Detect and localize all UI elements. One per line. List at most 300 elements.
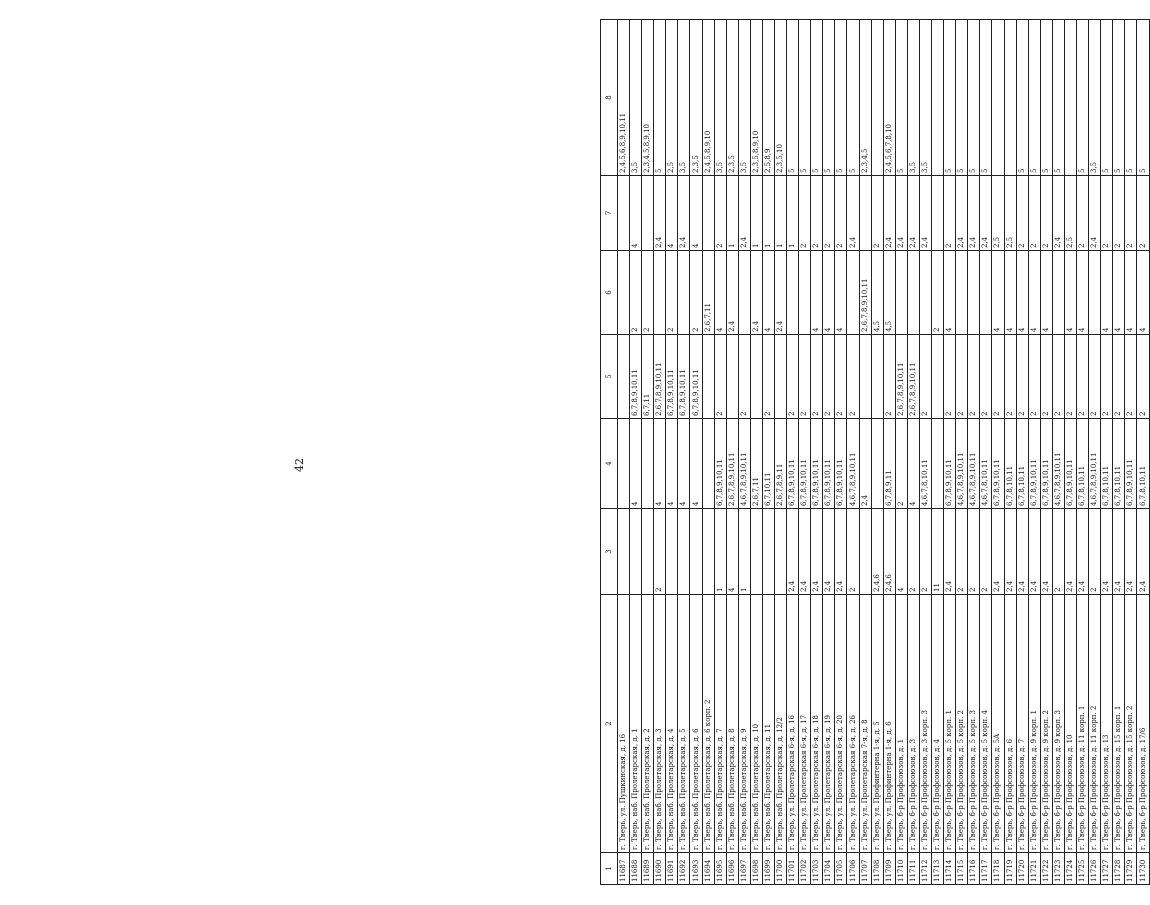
table-cell: 11698	[750, 853, 762, 885]
table-cell: 11689	[642, 853, 654, 885]
table-cell: 2,4	[787, 509, 799, 595]
table-cell: 2	[630, 251, 642, 335]
table-cell: 2	[1076, 335, 1088, 419]
table-cell: 6,7,8,9,10,11	[811, 419, 823, 509]
table-cell: г. Тверь, б-р Профсоюзов, д. 9 корп. 1	[1028, 595, 1040, 853]
table-cell: 2,4	[980, 176, 992, 251]
column-header: 4	[601, 419, 618, 509]
table-cell: 4,6,7,8,9,10,11	[738, 419, 750, 509]
table-cell: г. Тверь, б-р Профсоюзов, д. 3	[907, 595, 919, 853]
table-cell: 2	[1137, 176, 1150, 251]
table-cell: 5	[799, 20, 811, 176]
table-row	[811, 20, 823, 885]
table-cell: 2	[823, 335, 835, 419]
table-cell: 2	[666, 251, 678, 335]
table-row	[919, 20, 931, 885]
table-cell: 6,7,8,9,10,11	[1125, 419, 1137, 509]
table-cell: 11713	[932, 853, 944, 885]
table-cell: 6,7,8,10,11	[1076, 419, 1088, 509]
table-cell: 11726	[1089, 853, 1101, 885]
table-cell: 2	[847, 509, 859, 595]
column-header: 1	[601, 853, 618, 885]
table-cell: 5	[1137, 20, 1150, 176]
table-cell: г. Тверь, наб. Пролетарская, д. 6 корп. 2	[702, 595, 714, 853]
table-cell: 2,4	[678, 176, 690, 251]
table-cell: г. Тверь, б-р Профсоюзов, д. 10	[1064, 595, 1076, 853]
table-cell: 2,4	[738, 176, 750, 251]
table-cell: 2,6,7,8,9,10,11	[907, 335, 919, 419]
table-cell: г. Тверь, ул. Пролетарская 6-я, д. 19	[823, 595, 835, 853]
table-cell: 2,4	[919, 176, 931, 251]
table-cell: 11727	[1101, 853, 1113, 885]
table-cell: 4	[1125, 251, 1137, 335]
table-row	[1004, 20, 1016, 885]
table-cell	[968, 251, 980, 335]
table-cell: г. Тверь, ул. Пролетарская 6-я, д. 16	[787, 595, 799, 853]
table-cell: 11730	[1137, 853, 1150, 885]
table-cell: 2	[823, 176, 835, 251]
table-cell	[775, 335, 787, 419]
table-cell: 2,4	[1064, 509, 1076, 595]
table-cell: г. Тверь, б-р Профсоюзов, д. 5А	[992, 595, 1004, 853]
table-cell: 6,7,8,9,10,11	[1028, 419, 1040, 509]
table-cell: 2,3,5,8,9,10	[750, 20, 762, 176]
table-cell: 11728	[1113, 853, 1125, 885]
page-number: 42	[293, 458, 306, 472]
table-cell: г. Тверь, ул. Пролетарская 6-я, д. 26	[847, 595, 859, 853]
table-cell: г. Тверь, ул. Пролетарская 6-я, д. 18	[811, 595, 823, 853]
table-cell: 4,5	[883, 251, 895, 335]
table-cell: 4	[630, 419, 642, 509]
table-cell: г. Тверь, наб. Пролетарская, д. 1	[630, 595, 642, 853]
table-cell: 11716	[968, 853, 980, 885]
table-cell: 2,4	[1052, 176, 1064, 251]
table-cell: 2,4,6	[883, 509, 895, 595]
table-row	[980, 20, 992, 885]
table-row	[1076, 20, 1088, 885]
table-cell: 2,3,5,10	[775, 20, 787, 176]
table-cell	[750, 335, 762, 419]
table-cell: 2	[1101, 335, 1113, 419]
table-cell	[847, 251, 859, 335]
table-row	[775, 20, 787, 885]
table-cell: 2,4	[847, 176, 859, 251]
table-cell: 11691	[666, 853, 678, 885]
table-cell: 6,7,8,9,10,11	[678, 335, 690, 419]
table-cell: 2	[944, 335, 956, 419]
table-cell: 5	[847, 20, 859, 176]
table-cell: 2	[919, 509, 931, 595]
table-cell: 4	[690, 176, 702, 251]
table-cell: 4	[1016, 251, 1028, 335]
table-cell: 2	[871, 176, 883, 251]
table-cell: 11687	[618, 853, 630, 885]
table-cell	[859, 176, 871, 251]
table-cell: 2,4	[654, 176, 666, 251]
table-cell: 2,4	[895, 176, 907, 251]
table-cell: 2	[1016, 335, 1028, 419]
column-header: 2	[601, 595, 618, 853]
table-cell: 4	[1076, 251, 1088, 335]
table-cell: 2,4,5,6,8,9,10,11	[618, 20, 630, 176]
table-cell: 11718	[992, 853, 1004, 885]
table-cell: 11712	[919, 853, 931, 885]
table-row	[1028, 20, 1040, 885]
table-cell: 2,5	[992, 176, 1004, 251]
table-cell: 2	[1125, 176, 1137, 251]
table-cell: 4,6,7,8,9,10,11	[847, 419, 859, 509]
table-cell: 2,5	[666, 20, 678, 176]
table-cell: г. Тверь, б-р Профсоюзов, д. 11 корп. 2	[1089, 595, 1101, 853]
table-cell: г. Тверь, наб. Пролетарская, д. 4	[666, 595, 678, 853]
table-cell: 6,7,8,10,11	[1016, 419, 1028, 509]
rotated-table-frame	[600, 20, 1150, 885]
table-cell: 11704	[823, 853, 835, 885]
table-cell: 11707	[859, 853, 871, 885]
table-cell: 11700	[775, 853, 787, 885]
table-cell: 2,3,5	[726, 20, 738, 176]
table-cell: 6,7,8,10,11	[1113, 419, 1125, 509]
table-cell: г. Тверь, б-р Профсоюзов, д. 5 корп. 4	[980, 595, 992, 853]
table-cell: 2	[811, 335, 823, 419]
table-cell: 11695	[714, 853, 726, 885]
table-cell: 5	[1113, 20, 1125, 176]
table-cell: 6,7,11	[642, 335, 654, 419]
table-cell	[630, 509, 642, 595]
table-cell: г. Тверь, б-р Профсоюзов, д. 4	[932, 595, 944, 853]
table-cell: г. Тверь, наб. Пролетарская, д. 10	[750, 595, 762, 853]
table-cell: 2	[811, 176, 823, 251]
table-cell: 2,4	[726, 251, 738, 335]
table-row	[787, 20, 799, 885]
table-cell	[726, 335, 738, 419]
table-cell: 2,6,7,8,9,10,11	[859, 251, 871, 335]
table-row	[823, 20, 835, 885]
table-row	[992, 20, 1004, 885]
table-cell: 4	[678, 419, 690, 509]
table-row	[750, 20, 762, 885]
table-cell: 2	[1052, 509, 1064, 595]
table-cell: 4	[714, 251, 726, 335]
table-cell: 11702	[799, 853, 811, 885]
table-cell: 2,6,7,8,9,11	[775, 419, 787, 509]
table-row	[690, 20, 702, 885]
table-cell: 2,4,5,6,7,8,10	[883, 20, 895, 176]
table-row	[1064, 20, 1076, 885]
table-cell: 6,7,8,9,11	[883, 419, 895, 509]
table-cell: 2,4	[1113, 509, 1125, 595]
table-row	[618, 20, 630, 885]
table-cell: 11717	[980, 853, 992, 885]
table-cell: 2	[1101, 176, 1113, 251]
table-cell	[654, 251, 666, 335]
table-row	[1052, 20, 1064, 885]
table-cell: 2,4	[775, 251, 787, 335]
table-cell: 11722	[1040, 853, 1052, 885]
table-cell: 2,6,7,8,9,10,11	[654, 335, 666, 419]
table-cell: 5	[823, 20, 835, 176]
table-cell: 4	[690, 419, 702, 509]
table-row	[738, 20, 750, 885]
table-header-row	[601, 20, 618, 885]
table-row	[1089, 20, 1101, 885]
table-cell: 2	[1113, 335, 1125, 419]
table-cell: 6,7,8,9,10,11	[823, 419, 835, 509]
table-cell: 2,4	[1137, 509, 1150, 595]
table-cell: 3,5	[919, 20, 931, 176]
table-cell: 2	[1064, 335, 1076, 419]
table-row	[871, 20, 883, 885]
table-cell: г. Тверь, б-р Профсоюзов, д. 3 корп. 3	[919, 595, 931, 853]
table-cell: 11701	[787, 853, 799, 885]
table-cell: 2	[1016, 176, 1028, 251]
table-cell: 4,6,7,8,9,10,11	[956, 419, 968, 509]
table-cell	[871, 335, 883, 419]
table-cell	[738, 251, 750, 335]
table-cell: 2	[642, 251, 654, 335]
table-cell: 2,4	[859, 419, 871, 509]
table-cell: 2	[968, 509, 980, 595]
table-cell: 5	[1028, 20, 1040, 176]
table-cell: 2,4	[799, 509, 811, 595]
table-cell: 5	[944, 20, 956, 176]
table-cell: 2	[714, 335, 726, 419]
table-cell: 5	[1076, 20, 1088, 176]
table-cell: 3,5	[630, 20, 642, 176]
table-cell: г. Тверь, ул. Профинтерна 1-я, д. 6	[883, 595, 895, 853]
table-cell: 2	[1125, 335, 1137, 419]
table-cell: 2	[1004, 335, 1016, 419]
table-cell: 2	[883, 335, 895, 419]
table-cell	[1052, 251, 1064, 335]
table-cell: 2	[968, 335, 980, 419]
table-cell: 6,7,8,9,10,11	[666, 335, 678, 419]
table-cell: 2	[799, 176, 811, 251]
table-cell: 4	[726, 509, 738, 595]
table-row	[895, 20, 907, 885]
table-cell: г. Тверь, б-р Профсоюзов, д. 15 корп. 2	[1125, 595, 1137, 853]
table-row	[932, 20, 944, 885]
table-cell: 11705	[835, 853, 847, 885]
table-cell: 11729	[1125, 853, 1137, 885]
table-cell	[618, 251, 630, 335]
table-cell: 2,4	[944, 509, 956, 595]
table-cell: 2	[907, 509, 919, 595]
table-cell: 1	[726, 176, 738, 251]
table-cell: 11719	[1004, 853, 1016, 885]
table-cell	[932, 335, 944, 419]
table-cell	[907, 251, 919, 335]
table-cell: 5	[1101, 20, 1113, 176]
table-cell: 2	[690, 251, 702, 335]
table-cell	[787, 251, 799, 335]
table-cell	[666, 509, 678, 595]
table-cell: 11688	[630, 853, 642, 885]
table-row	[1113, 20, 1125, 885]
table-row	[1101, 20, 1113, 885]
table-cell	[762, 509, 774, 595]
table-cell: 2	[1076, 176, 1088, 251]
table-row	[799, 20, 811, 885]
table-cell: 2	[1137, 335, 1150, 419]
table-cell: 6,7,8,10,11	[1137, 419, 1150, 509]
table-cell: 2	[1113, 176, 1125, 251]
table-cell	[702, 335, 714, 419]
table-cell	[859, 335, 871, 419]
table-cell: 5	[811, 20, 823, 176]
table-cell: 2	[835, 335, 847, 419]
table-cell: 4	[944, 251, 956, 335]
table-cell	[618, 509, 630, 595]
table-cell: 2	[956, 509, 968, 595]
table-cell: г. Тверь, б-р Профсоюзов, д. 5 корп. 2	[956, 595, 968, 853]
table-cell: 6,7,8,9,10,11	[992, 419, 1004, 509]
table-cell	[992, 20, 1004, 176]
table-cell: г. Тверь, ул. Пушкинская, д. 16	[618, 595, 630, 853]
table-cell: г. Тверь, б-р Профсоюзов, д. 1	[895, 595, 907, 853]
table-cell: 11690	[654, 853, 666, 885]
table-cell: 3,5	[1089, 20, 1101, 176]
table-cell	[919, 251, 931, 335]
table-cell: 5	[1016, 20, 1028, 176]
table-row	[1125, 20, 1137, 885]
table-cell: 2,5	[1004, 176, 1016, 251]
table-cell: 4,6,7,8,9,10,11	[1052, 419, 1064, 509]
table-cell: 11724	[1064, 853, 1076, 885]
table-cell: 4	[666, 176, 678, 251]
table-cell: 4	[895, 509, 907, 595]
table-cell: 4	[630, 176, 642, 251]
table-row	[859, 20, 871, 885]
column-header: 6	[601, 251, 618, 335]
table-cell: 2,6,7,11	[702, 251, 714, 335]
column-header: 5	[601, 335, 618, 419]
table-row	[702, 20, 714, 885]
table-row	[956, 20, 968, 885]
table-cell: 4,6,7,8,9,10,11	[1089, 419, 1101, 509]
table-cell: 2,5,8,9	[762, 20, 774, 176]
table-cell	[618, 335, 630, 419]
table-cell: 5	[835, 20, 847, 176]
table-cell: 6,7,8,9,10,11	[714, 419, 726, 509]
table-cell: 2	[799, 335, 811, 419]
table-cell	[702, 419, 714, 509]
table-cell: 2	[762, 335, 774, 419]
table-cell: 2	[714, 176, 726, 251]
table-cell: 5	[1125, 20, 1137, 176]
table-cell	[980, 251, 992, 335]
table-cell: г. Тверь, наб. Пролетарская, д. 9	[738, 595, 750, 853]
table-cell: 6,7,8,9,10,11	[690, 335, 702, 419]
table-cell: г. Тверь, б-р Профсоюзов, д. 6	[1004, 595, 1016, 853]
table-cell: 11721	[1028, 853, 1040, 885]
table-cell: 2	[1089, 335, 1101, 419]
table-cell	[799, 251, 811, 335]
table-cell: 6,7,8,9,10,11	[835, 419, 847, 509]
table-row	[968, 20, 980, 885]
table-cell: г. Тверь, б-р Профсоюзов, д. 15 корп. 1	[1113, 595, 1125, 853]
table-cell: 5	[654, 20, 666, 176]
table-cell: 6,7,8,9,10,11	[787, 419, 799, 509]
table-cell: 1	[762, 176, 774, 251]
table-cell: 2	[992, 335, 1004, 419]
table-cell: 2,4	[956, 176, 968, 251]
column-header: 7	[601, 176, 618, 251]
table-cell: 2,4	[1101, 509, 1113, 595]
table-cell: 1	[714, 509, 726, 595]
table-cell: 11703	[811, 853, 823, 885]
table-cell: 4,6,7,8,10,11	[980, 419, 992, 509]
table-cell: 11699	[762, 853, 774, 885]
table-cell: 2,4	[1089, 176, 1101, 251]
table-row	[883, 20, 895, 885]
table-cell	[618, 176, 630, 251]
table-cell: 2,6,7,8,9,10,11	[895, 335, 907, 419]
table-cell: 2,4	[1076, 509, 1088, 595]
table-row	[835, 20, 847, 885]
table-cell: 2	[895, 419, 907, 509]
table-cell: 2,4	[1016, 509, 1028, 595]
table-cell: 11706	[847, 853, 859, 885]
table-cell: 2	[1040, 335, 1052, 419]
table-cell: 3,5	[678, 20, 690, 176]
table-cell: 6,7,8,10,11	[1004, 419, 1016, 509]
address-table	[600, 19, 1150, 885]
table-cell: 2	[654, 509, 666, 595]
table-cell: г. Тверь, б-р Профсоюзов, д. 9 корп. 2	[1040, 595, 1052, 853]
table-cell: 2,4	[907, 176, 919, 251]
table-cell: 4	[1113, 251, 1125, 335]
table-cell: 3,5	[738, 20, 750, 176]
table-cell	[690, 509, 702, 595]
table-cell: 5	[895, 20, 907, 176]
table-cell	[859, 509, 871, 595]
table-cell: 2,4	[823, 509, 835, 595]
table-cell: 3,5	[907, 20, 919, 176]
table-cell	[895, 251, 907, 335]
table-cell: 11709	[883, 853, 895, 885]
table-cell	[932, 419, 944, 509]
table-cell: 11692	[678, 853, 690, 885]
table-cell	[1064, 20, 1076, 176]
table-cell: 1	[738, 509, 750, 595]
table-cell: 4	[762, 251, 774, 335]
table-cell	[678, 509, 690, 595]
table-cell: 2,3,4,5,8,9,10	[642, 20, 654, 176]
table-row	[642, 20, 654, 885]
table-row	[630, 20, 642, 885]
table-cell: г. Тверь, наб. Пролетарская, д. 2	[642, 595, 654, 853]
table-cell: 4	[1101, 251, 1113, 335]
table-cell: 4,5	[871, 251, 883, 335]
table-cell	[678, 251, 690, 335]
table-cell	[1089, 251, 1101, 335]
table-cell: г. Тверь, б-р Профсоюзов, д. 9 корп. 3	[1052, 595, 1064, 853]
table-cell: 2,4,6	[871, 509, 883, 595]
table-cell: 11708	[871, 853, 883, 885]
table-cell: 4	[1064, 251, 1076, 335]
table-row	[762, 20, 774, 885]
table-cell: 2,4	[968, 176, 980, 251]
table-cell	[642, 509, 654, 595]
table-cell: 2,4	[811, 509, 823, 595]
table-cell: 5	[1040, 20, 1052, 176]
table-row	[714, 20, 726, 885]
table-cell	[871, 20, 883, 176]
table-row	[1016, 20, 1028, 885]
table-cell: 2	[835, 176, 847, 251]
table-cell: 6,7,8,9,10,11	[944, 419, 956, 509]
